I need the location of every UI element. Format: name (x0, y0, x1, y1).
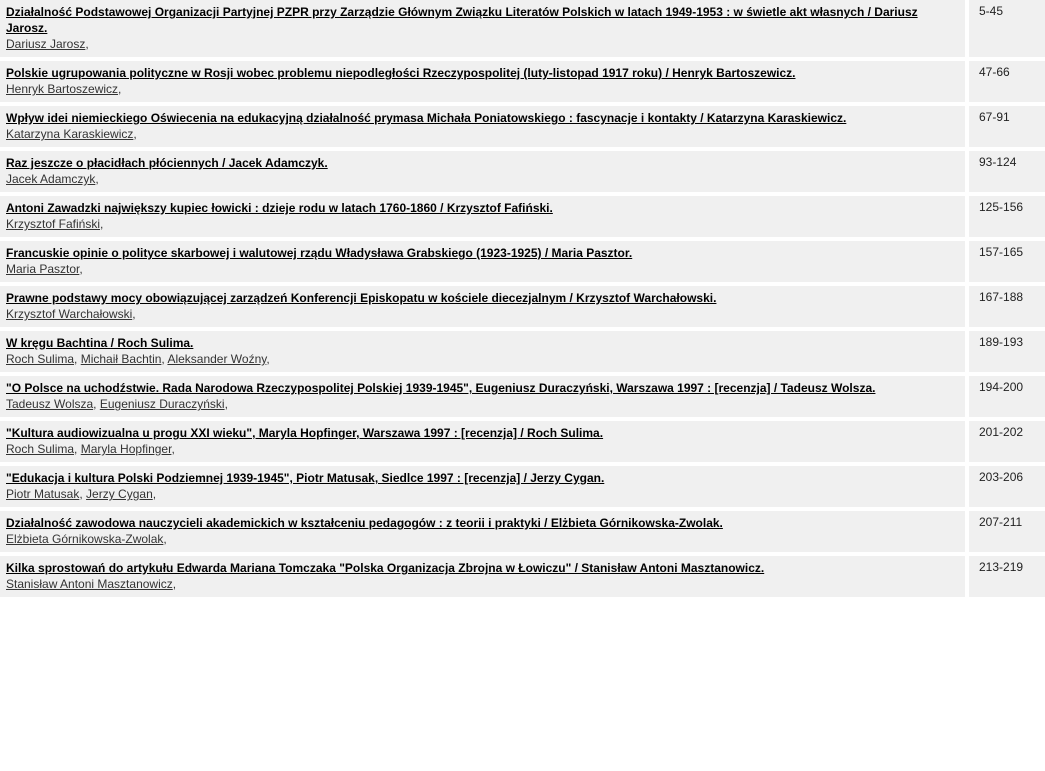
author-separator: , (74, 352, 78, 366)
author-list (6, 351, 959, 367)
table-row (0, 106, 1045, 151)
author-list (6, 306, 959, 322)
author-list (6, 396, 959, 412)
author-separator: , (133, 127, 137, 141)
article-cell (0, 331, 965, 376)
author-separator: , (118, 82, 122, 96)
article-cell (0, 241, 965, 286)
author-separator: , (93, 397, 97, 411)
page-range: 201-202 (965, 421, 1045, 466)
author-link[interactable]: Roch Sulima (6, 352, 75, 366)
article-cell (0, 106, 965, 151)
article-cell (0, 376, 965, 421)
author-link[interactable]: Piotr Matusak (6, 487, 80, 501)
author-separator: , (171, 442, 175, 456)
page-range: 67-91 (965, 106, 1045, 151)
author-list (6, 171, 959, 187)
author-separator: , (85, 37, 89, 51)
table-row (0, 421, 1045, 466)
author-separator: , (161, 352, 165, 366)
author-list (6, 261, 959, 277)
author-separator: , (79, 262, 83, 276)
author-link[interactable]: Dariusz Jarosz (6, 37, 86, 51)
author-separator: , (132, 307, 136, 321)
author-link[interactable]: Katarzyna Karaskiewicz (6, 127, 134, 141)
author-separator: , (152, 487, 157, 501)
author-link[interactable]: Jacek Adamczyk (6, 172, 96, 186)
article-cell (0, 196, 965, 241)
article-cell (0, 151, 965, 196)
table-row (0, 511, 1045, 556)
author-link[interactable]: Maria Pasztor (6, 262, 80, 276)
author-list (6, 36, 959, 52)
article-cell (0, 511, 965, 556)
page-range: 47-66 (965, 61, 1045, 106)
author-separator: , (79, 487, 83, 501)
author-separator: , (74, 442, 78, 456)
table-row (0, 556, 1045, 601)
author-separator: , (95, 172, 99, 186)
table-row (0, 466, 1045, 511)
article-title-link[interactable]: Polskie ugrupowania polityczne w Rosji wobec problemu niepodległości Rzeczypospolitej (luty-listopad 1917 roku) / Henryk Bartoszewicz. (6, 66, 796, 80)
author-separator: , (163, 532, 167, 546)
page-range: 93-124 (965, 151, 1045, 196)
article-cell (0, 286, 965, 331)
table-row (0, 61, 1045, 106)
article-title-link[interactable]: Kilka sprostowań do artykułu Edwarda Mariana Tomczaka "Polska Organizacja Zbrojna w Łowiczu" / Stanisław Antoni Masztanowicz. (6, 561, 765, 575)
article-title-link[interactable]: Francuskie opinie o polityce skarbowej i walutowej rządu Władysława Grabskiego (1923-1925) / Maria Pasztor. (6, 246, 633, 260)
table-row (0, 196, 1045, 241)
article-title-link[interactable]: W kręgu Bachtina / Roch Sulima. (6, 336, 194, 350)
article-title-link[interactable]: Wpływ idei niemieckiego Oświecenia na edukacyjną działalność prymasa Michała Poniatowskiego : fascynacje i kontakty / Katarzyna Karaskiewicz. (6, 111, 847, 125)
author-link[interactable]: Jerzy Cygan (86, 487, 153, 501)
author-separator: , (224, 397, 228, 411)
author-link[interactable]: Elżbieta Górnikowska-Zwolak (6, 532, 164, 546)
page-range: 157-165 (965, 241, 1045, 286)
author-list (6, 441, 959, 457)
article-title-link[interactable]: "Edukacja i kultura Polski Podziemnej 1939-1945", Piotr Matusak, Siedlce 1997 : [recenzja] / Jerzy Cygan. (6, 471, 605, 485)
author-link[interactable]: Henryk Bartoszewicz (6, 82, 119, 96)
page-range: 167-188 (965, 286, 1045, 331)
author-list (6, 216, 959, 232)
author-list (6, 81, 959, 97)
article-title-link[interactable]: "Kultura audiowizualna u progu XXI wieku", Maryla Hopfinger, Warszawa 1997 : [recenzja] / Roch Sulima. (6, 426, 604, 440)
article-title-link[interactable]: Działalność zawodowa nauczycieli akademickich w kształceniu pedagogów : z teorii i praktyki / Elżbieta Górnikowska-Zwolak. (6, 516, 723, 530)
author-separator: , (172, 577, 177, 591)
author-separator: , (100, 217, 104, 231)
author-link[interactable]: Stanisław Antoni Masztanowicz (6, 577, 173, 591)
table-row (0, 376, 1045, 421)
article-title-link[interactable]: Prawne podstawy mocy obowiązującej zarządzeń Konferencji Episkopatu w kościele diecezjalnym / Krzysztof Warchałowski. (6, 291, 717, 305)
article-title-link[interactable]: "O Polsce na uchodźstwie. Rada Narodowa Rzeczypospolitej Polskiej 1939-1945", Eugeniusz Duraczyński, Warszawa 1997 : [recenzja] / Tadeusz Wolsza. (6, 381, 876, 395)
author-list (6, 531, 959, 547)
author-link[interactable]: Aleksander Woźny (167, 352, 267, 366)
page-range: 194-200 (965, 376, 1045, 421)
page-range: 189-193 (965, 331, 1045, 376)
author-link[interactable]: Tadeusz Wolsza (6, 397, 94, 411)
page-range: 213-219 (965, 556, 1045, 601)
author-link[interactable]: Maryla Hopfinger (80, 442, 172, 456)
article-title-link[interactable]: Działalność Podstawowej Organizacji Partyjnej PZPR przy Zarządzie Głównym Związku Literatów Polskich w latach 1949-1953 : w świetle akt własnych / Dariusz Jarosz. (6, 5, 918, 35)
article-cell (0, 421, 965, 466)
author-link[interactable]: Krzysztof Fafiński (6, 217, 101, 231)
article-cell (0, 61, 965, 106)
article-title-link[interactable]: Antoni Zawadzki największy kupiec łowicki : dzieje rodu w latach 1760-1860 / Krzysztof Fafiński. (6, 201, 553, 215)
author-list (6, 576, 959, 592)
article-title-link[interactable]: Raz jeszcze o płacidłach płóciennych / Jacek Adamczyk. (6, 156, 328, 170)
author-separator: , (266, 352, 270, 366)
author-link[interactable]: Michaił Bachtin (80, 352, 162, 366)
author-list (6, 486, 959, 502)
page-range: 125-156 (965, 196, 1045, 241)
author-list (6, 126, 959, 142)
page-range: 5-45 (965, 0, 1045, 61)
article-cell (0, 0, 965, 61)
table-row (0, 331, 1045, 376)
author-link[interactable]: Roch Sulima (6, 442, 75, 456)
article-cell (0, 556, 965, 601)
table-row (0, 241, 1045, 286)
table-row (0, 286, 1045, 331)
table-row (0, 151, 1045, 196)
page-range: 207-211 (965, 511, 1045, 556)
article-cell (0, 466, 965, 511)
table-row (0, 0, 1045, 61)
author-link[interactable]: Eugeniusz Duraczyński (99, 397, 225, 411)
page-range: 203-206 (965, 466, 1045, 511)
author-link[interactable]: Krzysztof Warchałowski (6, 307, 133, 321)
